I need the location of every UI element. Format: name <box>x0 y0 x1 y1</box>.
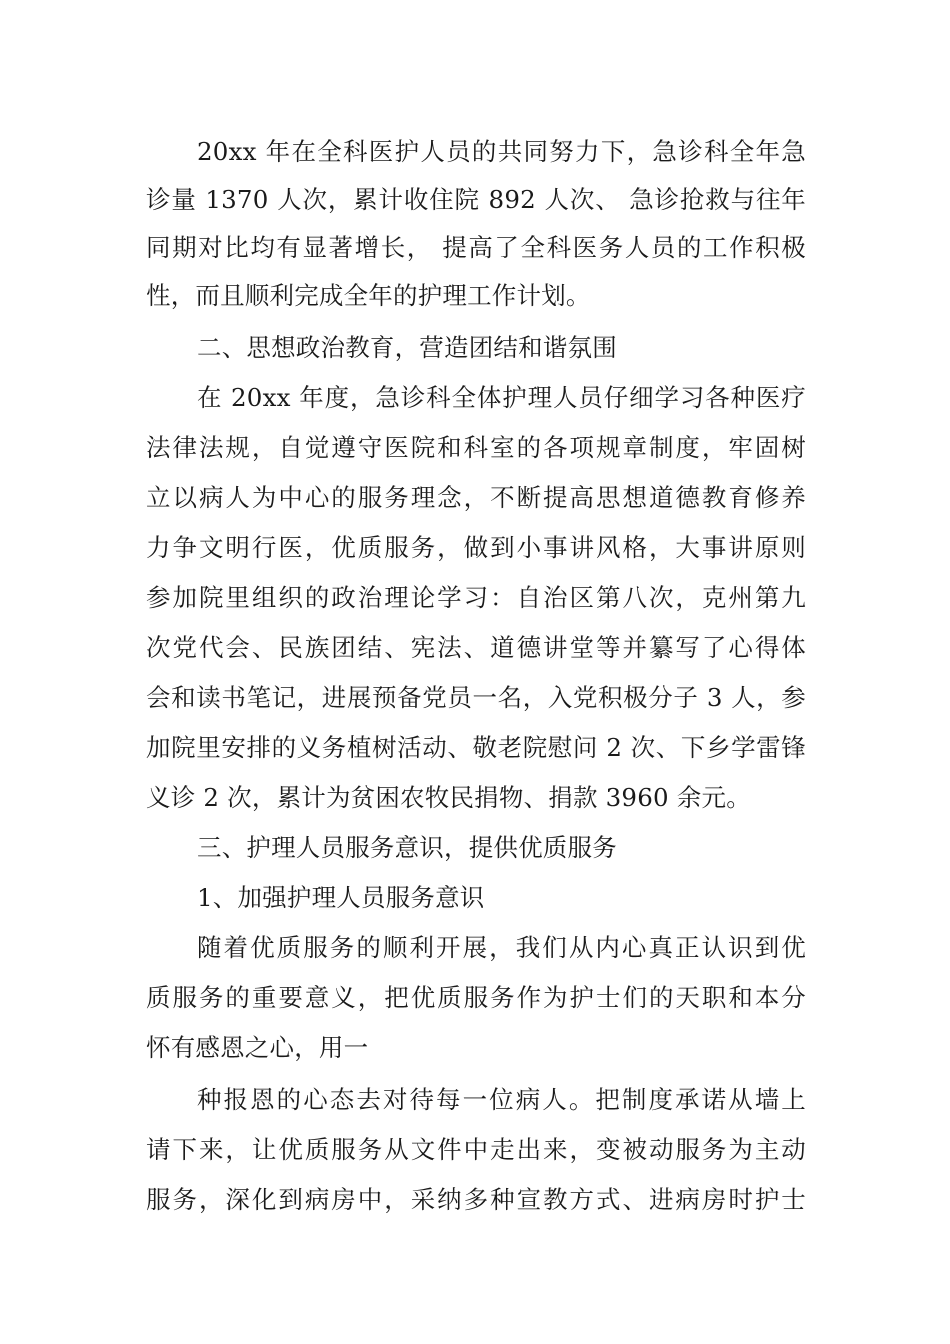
paragraph-line: 义诊 2 次，累计为贫困农牧民捐物、捐款 3960 余元。 <box>146 783 751 812</box>
section-heading: 三、护理人员服务意识，提供优质服务 <box>197 833 617 862</box>
paragraph-line: 性，而且顺利完成全年的护理工作计划。 <box>146 281 591 310</box>
paragraph-line: 种报恩的心态去对待每一位病人。把制度承诺从墙上 <box>197 1085 806 1114</box>
paragraph-line: 20xx 年在全科医护人员的共同努力下，急诊科全年急 <box>197 137 806 166</box>
paragraph-line: 诊量 1370 人次，累计收住院 892 人次、 急诊抢救与往年 <box>146 185 806 214</box>
paragraph-line: 服务，深化到病房中，采纳多种宣教方式、进病房时护士 <box>146 1185 806 1214</box>
paragraph-line: 参加院里组织的政治理论学习：自治区第八次，克州第九 <box>146 583 806 612</box>
paragraph-line: 会和读书笔记，进展预备党员一名，入党积极分子 3 人，参 <box>146 683 806 712</box>
subsection-heading: 1、加强护理人员服务意识 <box>197 883 485 912</box>
paragraph-line: 在 20xx 年度，急诊科全体护理人员仔细学习各种医疗 <box>197 383 806 412</box>
paragraph-line: 力争文明行医，优质服务，做到小事讲风格，大事讲原则 <box>146 533 806 562</box>
paragraph-line: 同期对比均有显著增长， 提高了全科医务人员的工作积极 <box>146 233 806 262</box>
paragraph-line: 质服务的重要意义，把优质服务作为护士们的天职和本分 <box>146 983 806 1012</box>
paragraph-line: 次党代会、民族团结、宪法、道德讲堂等并纂写了心得体 <box>146 633 806 662</box>
paragraph-line: 随着优质服务的顺利开展，我们从内心真正认识到优 <box>197 933 806 962</box>
paragraph-line: 立以病人为中心的服务理念，不断提高思想道德教育修养 <box>146 483 806 512</box>
paragraph-line: 请下来，让优质服务从文件中走出来，变被动服务为主动 <box>146 1135 806 1164</box>
section-heading: 二、思想政治教育，营造团结和谐氛围 <box>197 333 617 362</box>
paragraph-line: 加院里安排的义务植树活动、敬老院慰问 2 次、下乡学雷锋 <box>146 733 806 762</box>
paragraph-line: 法律法规，自觉遵守医院和科室的各项规章制度，牢固树 <box>146 433 806 462</box>
paragraph-line: 怀有感恩之心，用一 <box>146 1033 369 1062</box>
